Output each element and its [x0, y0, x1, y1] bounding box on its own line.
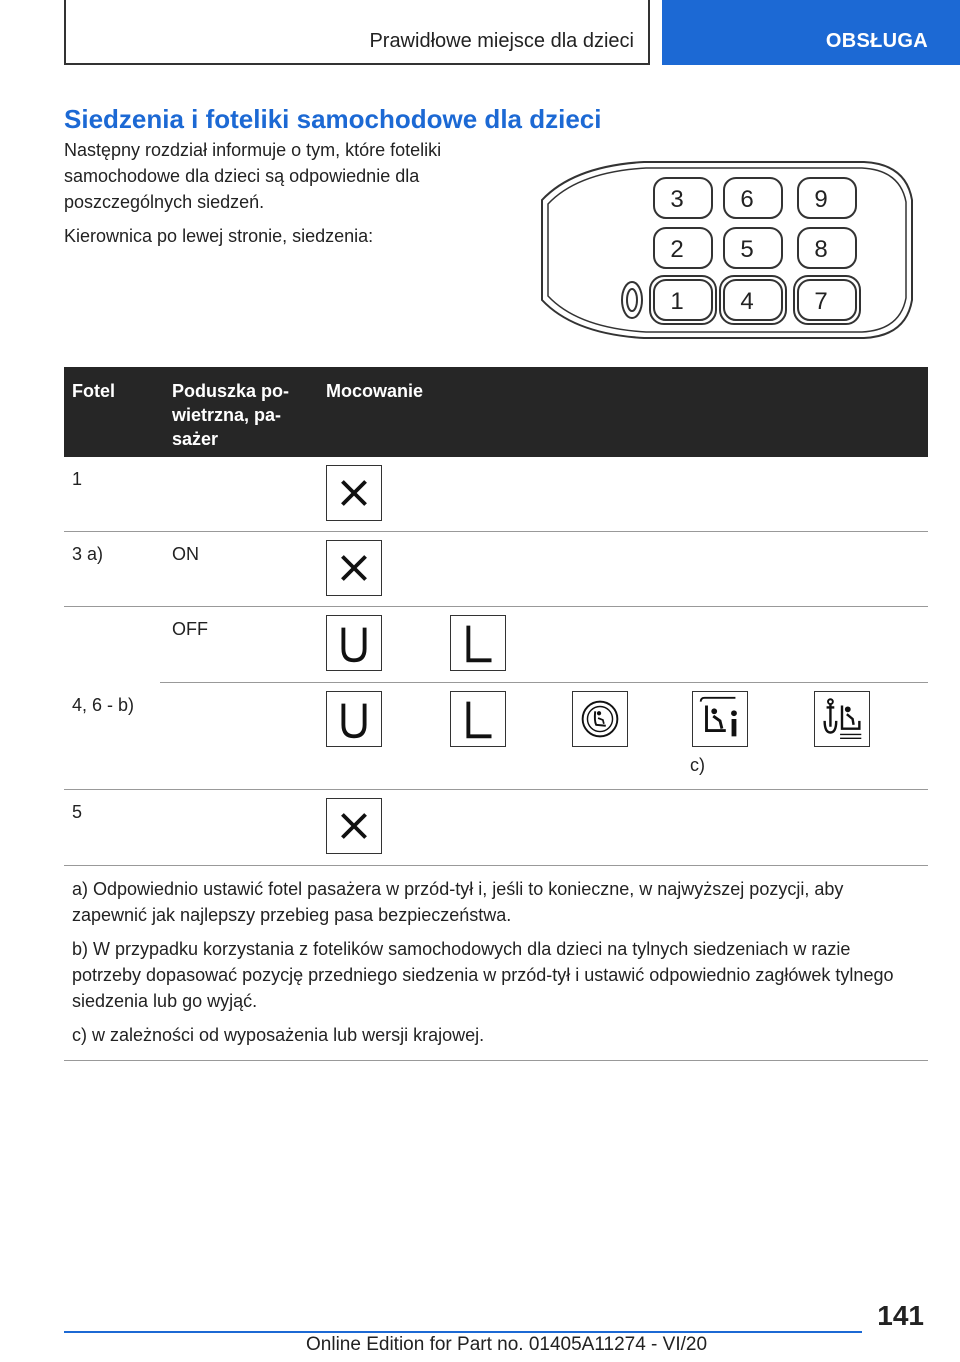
child-seat-table [64, 367, 928, 866]
universal-u-icon [326, 691, 382, 747]
row-seat: 5 [72, 802, 83, 822]
page-title: Siedzenia i foteliki samochodowe dla dzieci [64, 104, 602, 134]
table-row [64, 683, 928, 790]
row-airbag: OFF [172, 619, 208, 639]
footnote-c: c) w zależności od wyposażenia lub wersji krajowej. [72, 1025, 485, 1045]
seat-label-6: 6 [740, 186, 754, 213]
intro-text [64, 137, 494, 257]
section-tab[interactable] [662, 0, 960, 65]
seat-label-4: 4 [740, 288, 754, 315]
header-box [64, 0, 650, 65]
section-title: Prawidłowe miejsce dla dzieci [369, 30, 634, 52]
seat-label-2: 2 [670, 236, 684, 263]
isofix-anchor-icon [814, 691, 870, 747]
table-header [64, 367, 928, 457]
not-allowed-icon [326, 540, 382, 596]
row-note: c) [690, 755, 705, 775]
seat-label-3: 3 [670, 186, 684, 213]
header-mounting: Mocowanie [326, 381, 424, 401]
intro-paragraph-1: Następny rozdział informuje o tym, które foteliki samochodowe dla dzieci są odpowiednie dla poszczególnych siedzeń. [64, 140, 442, 212]
universal-u-icon [326, 615, 382, 671]
header-seat: Fotel [72, 381, 115, 401]
footnote-a: a) Odpowiednio ustawić fotel pasażera w przód-tył i, jeśli to konieczne, w najwyższej pozycji, aby zapewnić jak najlepszy przebieg pasa bezpieczeństwa. [72, 879, 844, 925]
row-seat: 1 [72, 469, 83, 489]
header-airbag: Poduszka po- wietrzna, pa- sażer [172, 381, 290, 449]
section-tab-label: OBSŁUGA [825, 30, 928, 52]
table-row [64, 457, 928, 532]
seat-label-9: 9 [814, 186, 828, 213]
row-seat: 3 a) [72, 544, 104, 564]
row-airbag: ON [172, 544, 199, 564]
row-seat: 4, 6 - b) [72, 695, 135, 715]
not-allowed-icon [326, 465, 382, 521]
seat-label-7: 7 [814, 288, 828, 315]
seat-layout-diagram [534, 160, 924, 340]
table-row [160, 607, 928, 683]
seat-label-1: 1 [670, 288, 684, 315]
lap-belt-l-icon [450, 615, 506, 671]
footnotes [64, 866, 928, 1061]
intro-paragraph-2: Kierownica po lewej stronie, siedzenia: [64, 226, 374, 246]
footer-divider [64, 1331, 862, 1333]
footnote-b: b) W przypadku korzystania z fotelików samochodowych dla dzieci na tylnych siedzeniach w razie potrzeby dopasować pozycję przedniego siedzenia w przód-tył i ustawić odpowiednio zagłówek tylnego siedzenia lub go wyjąć. [72, 939, 894, 1011]
table-row [64, 532, 928, 607]
not-allowed-icon [326, 798, 382, 854]
footer-edition: Online Edition for Part no. 01405A11274 - VI/20 [306, 1334, 708, 1355]
page-number: 141 [877, 1300, 924, 1331]
seat-label-8: 8 [814, 236, 828, 263]
lap-belt-l-icon [450, 691, 506, 747]
table-row [64, 790, 928, 866]
child-seat-circle-icon [572, 691, 628, 747]
seat-label-5: 5 [740, 236, 754, 263]
i-size-icon [692, 691, 748, 747]
